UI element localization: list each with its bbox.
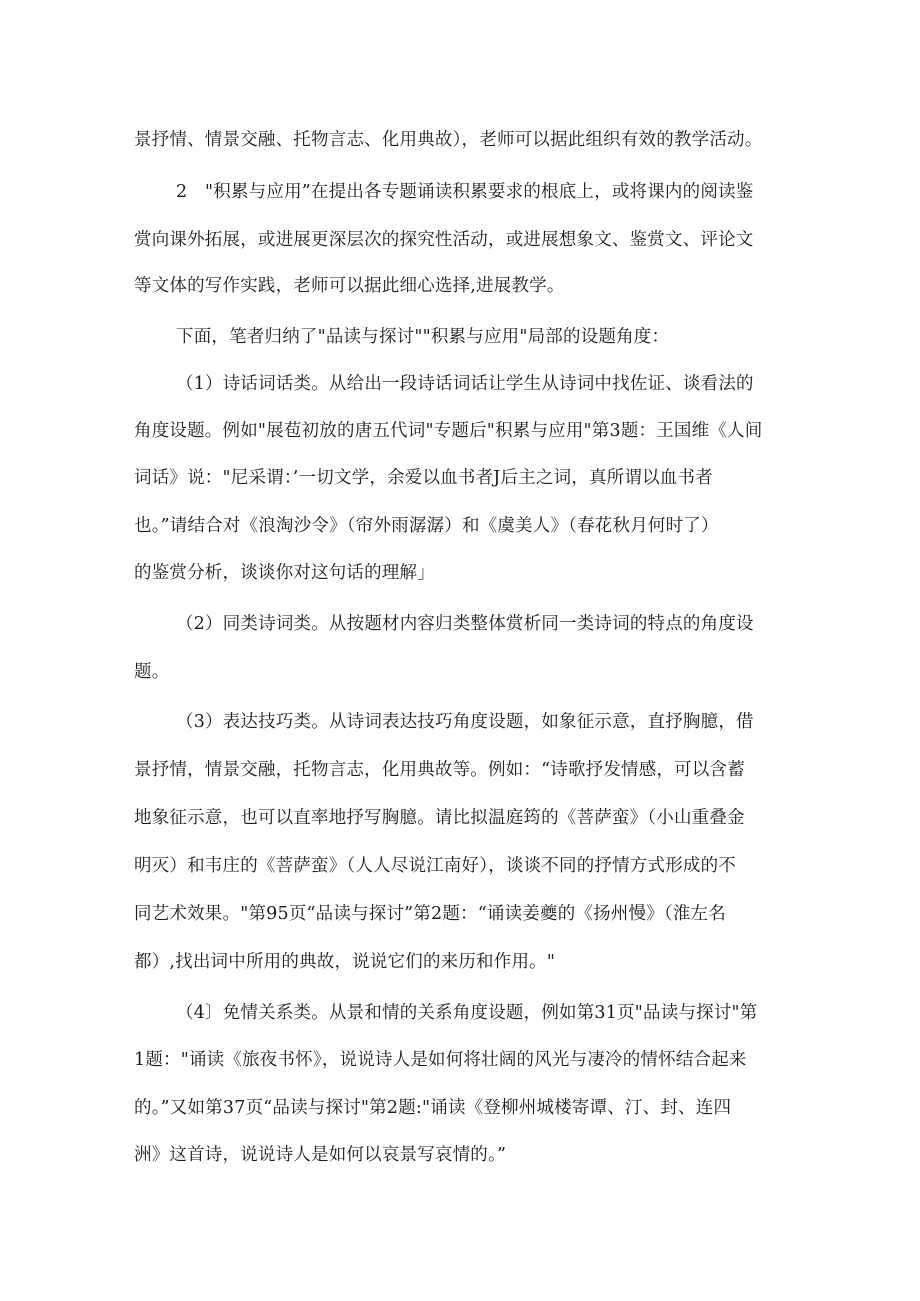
text-line-6: （1）诗话词话类。从给出一段诗话词话让学生从诗词中找佐证、谈看法的 (176, 374, 754, 394)
text-line-2: 2 "积累与应用”在提出各专题诵读积累要求的根底上，或将课内的阅读鉴 (176, 182, 754, 202)
text-line-21: 的。”又如第37页“品读与探讨"第2题:"诵读《登柳州城楼寄谭、汀、封、连四 (134, 1098, 732, 1118)
text-line-19: （4〕免情关系类。从景和情的关系角度设题，例如第31页"品读与探讨"第 (176, 1003, 758, 1023)
text-line-11: （2）同类诗词类。从按题材内容归类整体赏析同一类诗词的特点的角度设 (176, 614, 754, 634)
text-line-8: 词话》说："尼采谓：’一切文学，余爱以血书者J后主之词，真所谓以血书者 (134, 468, 713, 488)
text-line-12: 题。 (134, 662, 170, 682)
text-line-1: 景抒情、情景交融、托物言志、化用典故），老师可以据此组织有效的教学活动。 (134, 130, 763, 150)
text-line-22: 洲》这首诗，说说诗人是如何以哀景写哀情的。” (134, 1145, 507, 1165)
text-line-20: 1题："诵读《旅夜书怀》，说说诗人是如何将壮阔的风光与凄冷的情怀结合起来 (134, 1050, 747, 1070)
text-line-16: 明灭）和韦庄的《菩萨蛮》（人人尽说江南好），谈谈不同的抒情方式形成的不 (134, 856, 736, 876)
text-line-18: 都）,找出词中所用的典故，说说它们的来历和作用。" (134, 952, 556, 972)
text-line-4: 等文体的写作实践，老师可以据此细心选择,进展教学。 (134, 276, 565, 296)
text-line-7: 角度设题。例如"展苞初放的唐五代词"专题后"积累与应用"第3题：王国维《人间 (134, 421, 763, 441)
text-line-9: 也。”请结合对《浪淘沙令》（帘外雨潺潺）和《虞美人》（春花秋月何时了） (134, 516, 719, 536)
text-line-14: 景抒情，情景交融，托物言志，化用典故等。例如：“诗歌抒发情感，可以含蓄 (134, 760, 745, 780)
text-line-15: 地象征示意，也可以直率地抒写胸臆。请比拟温庭筠的《菩萨蛮》（小山重叠金 (134, 808, 745, 828)
text-line-5: 下面，笔者归纳了"品读与探讨""积累与应用"局部的设题角度： (176, 327, 670, 347)
text-line-17: 同艺术效果。"第95页“品读与探讨”第2题：“诵读姜夔的《扬州慢》（淮左名 (134, 904, 726, 924)
text-line-10: 的鉴赏分析，谈谈你对这句话的理解」 (134, 563, 435, 583)
text-line-13: （3）表达技巧类。从诗词表达技巧角度设题，如象征示意，直抒胸臆，借 (176, 712, 754, 732)
text-line-3: 赏向课外拓展，或进展更深层次的探究性活动，或进展想象文、鉴赏文、评论文 (134, 230, 754, 250)
